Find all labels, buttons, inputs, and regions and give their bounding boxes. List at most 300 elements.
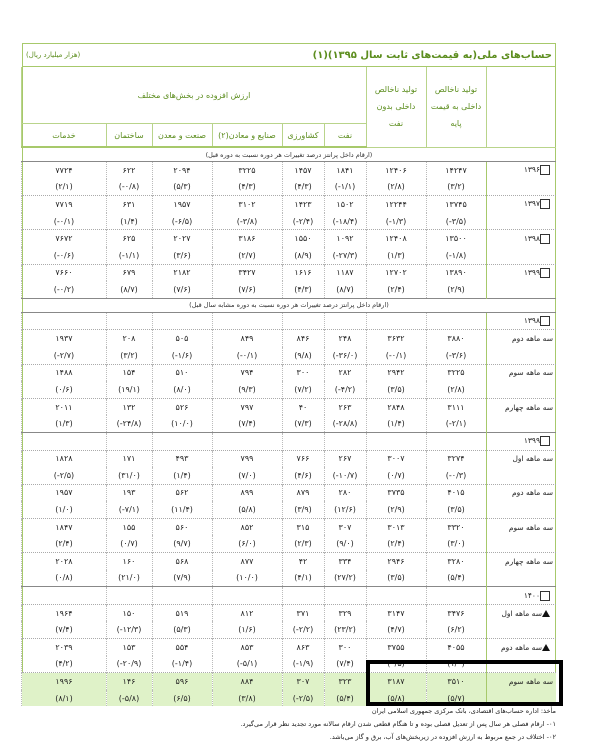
- gdp-non-oil-cell: ۳۰۱۳: [366, 518, 426, 535]
- industry-mining-sub-cell: ۵۵۴: [152, 639, 212, 656]
- services-cell: ۱۸۴۷: [22, 518, 106, 535]
- table-row: [22, 312, 556, 330]
- construction-cell: ۱۵۰: [106, 604, 152, 621]
- checkbox-icon[interactable]: [540, 268, 550, 278]
- table-row: [22, 518, 556, 535]
- construction-cell: (۲۱/۰): [106, 570, 152, 587]
- agriculture-cell: [282, 432, 324, 450]
- gdp-non-oil-cell: ۳۷۵۵: [366, 639, 426, 656]
- gdp-non-oil-cell: ۲۹۴۲: [366, 364, 426, 381]
- agriculture-header: کشاورزی: [282, 124, 324, 148]
- agriculture-cell: [282, 587, 324, 605]
- industry-mining-sub-cell: (۱۱/۴): [152, 501, 212, 518]
- oil-cell: ۲۶۷: [324, 450, 366, 467]
- services-cell: ۷۷۲۴: [22, 162, 106, 179]
- industry-mining-cell: (۳/۸): [212, 690, 282, 707]
- industry-mining-sub-cell: (۹/۷): [152, 535, 212, 552]
- gdp-basic-cell: ۱۳۸۹۰: [426, 264, 486, 281]
- footnote-source: مأخذ: اداره حساب‌های اقتصادی، بانک مرکزی جمهوری اسلامی ایران: [371, 707, 556, 715]
- gdp-non-oil-cell: ۱۲۲۴۴: [366, 196, 426, 213]
- table-row-percent: [22, 347, 556, 364]
- agriculture-cell: (۳/۹): [282, 501, 324, 518]
- row-label: [486, 570, 556, 587]
- footnote-2: ۰۲- اختلاف در جمع مربوط به ارزش افزوده در زیربخش‌های آب، برق و گاز می‌باشد.: [329, 733, 556, 741]
- value-added-header: ارزش افزوده در بخش‌های مختلف: [22, 67, 366, 124]
- gdp-basic-cell: ۳۴۷۶: [426, 604, 486, 621]
- industry-mining-sub-cell: ۵۶۲: [152, 484, 212, 501]
- industry-mining-cell: [212, 312, 282, 330]
- industry-mining-sub-cell: (۶/۵-): [152, 213, 212, 230]
- gdp-non-oil-cell: ۲۹۴۶: [366, 553, 426, 570]
- industry-mining-cell: ۷۹۷: [212, 398, 282, 415]
- oil-cell: (۵/۴): [324, 690, 366, 707]
- gdp-basic-cell: [426, 312, 486, 330]
- gdp-non-oil-cell: (۰/۵): [366, 656, 426, 673]
- gdp-basic-cell: ۳۵۱۰: [426, 673, 486, 690]
- annual-note-row: [22, 147, 556, 162]
- gdp-basic-cell: ۳۸۸۰: [426, 330, 486, 347]
- gdp-non-oil-cell: (۲/۸): [366, 179, 426, 196]
- agriculture-cell: ۳۰۷: [282, 673, 324, 690]
- row-label: [486, 501, 556, 518]
- oil-cell: (۲۳/۲): [324, 621, 366, 638]
- gdp-non-oil-cell: (۱/۴): [366, 415, 426, 432]
- construction-cell: (۲۴/۸-): [106, 415, 152, 432]
- row-label: [486, 247, 556, 264]
- industry-mining-sub-cell: ۵۲۶: [152, 398, 212, 415]
- row-label: [486, 230, 556, 247]
- gdp-non-oil-cell: (۰/۱-): [366, 347, 426, 364]
- construction-cell: ۶۲۵: [106, 230, 152, 247]
- table-row: [22, 450, 556, 467]
- construction-cell: ۱۶۰: [106, 553, 152, 570]
- row-label: [486, 518, 556, 535]
- oil-cell: (۱۰/۷-): [324, 467, 366, 484]
- oil-cell: ۲۸۲: [324, 364, 366, 381]
- gdp-basic-cell: (۲/۱-): [426, 415, 486, 432]
- industry-mining-sub-header: صنعت و معدن: [152, 124, 212, 148]
- gdp-basic-cell: (۱/۰): [426, 656, 486, 673]
- industry-mining-cell: ۷۹۹: [212, 450, 282, 467]
- gdp-basic-cell: ۳۳۲۰: [426, 518, 486, 535]
- construction-cell: (۸/۷): [106, 281, 152, 298]
- construction-cell: (۳/۲): [106, 347, 152, 364]
- row-label: [486, 467, 556, 484]
- annual-note: (ارقام داخل پرانتز درصد تغییرات هر دوره نسبت به دوره قبل): [22, 147, 556, 162]
- title-bar: [22, 43, 556, 67]
- oil-cell: ۲۴۸: [324, 330, 366, 347]
- row-label: [486, 364, 556, 381]
- agriculture-cell: (۴/۱): [282, 570, 324, 587]
- gdp-basic-cell: (۳/۲): [426, 179, 486, 196]
- construction-header: ساختمان: [106, 124, 152, 148]
- table-row: [22, 162, 556, 179]
- oil-cell: ۲۶۳: [324, 398, 366, 415]
- table-row: [22, 432, 556, 450]
- services-cell: ۱۸۲۸: [22, 450, 106, 467]
- row-label: [486, 179, 556, 196]
- services-cell: (۰/۶): [22, 381, 106, 398]
- construction-cell: ۱۴۶: [106, 673, 152, 690]
- construction-cell: ۶۳۱: [106, 196, 152, 213]
- industry-mining-sub-cell: ۲۰۲۷: [152, 230, 212, 247]
- agriculture-cell: (۲/۲-): [282, 621, 324, 638]
- services-cell: ۱۹۵۷: [22, 484, 106, 501]
- oil-cell: ۱۸۴۱: [324, 162, 366, 179]
- row-label-text: سه ماهه سوم: [508, 522, 553, 532]
- agriculture-cell: [282, 312, 324, 330]
- agriculture-cell: (۴/۳): [282, 179, 324, 196]
- gdp-non-oil-cell: ۳۱۸۷: [366, 673, 426, 690]
- agriculture-cell: (۹/۸): [282, 347, 324, 364]
- industry-mining-cell: ۸۵۲: [212, 518, 282, 535]
- gdp-non-oil-cell: ۳۱۴۷: [366, 604, 426, 621]
- row-label-text: ۱۳۹۹: [523, 436, 540, 446]
- services-cell: (۱/۳): [22, 415, 106, 432]
- checkbox-icon[interactable]: [540, 591, 550, 601]
- industry-mining-sub-cell: (۱۰/۰): [152, 415, 212, 432]
- construction-cell: (۰/۸-): [106, 179, 152, 196]
- agriculture-cell: (۴/۳): [282, 281, 324, 298]
- checkbox-icon[interactable]: [540, 199, 550, 209]
- row-label: [486, 347, 556, 364]
- industry-mining-sub-cell: [152, 587, 212, 605]
- gdp-basic-cell: ۴۰۵۵: [426, 639, 486, 656]
- row-label: [486, 330, 556, 347]
- row-label: [486, 639, 556, 656]
- services-cell: (۴/۲): [22, 656, 106, 673]
- agriculture-cell: (۸/۹): [282, 247, 324, 264]
- table-row: [22, 230, 556, 247]
- services-cell: (۰/۲-): [22, 281, 106, 298]
- table-row-percent: [22, 621, 556, 638]
- industry-mining-cell: (۴/۳): [212, 179, 282, 196]
- row-label-text: سه ماهه سوم: [508, 368, 553, 378]
- industry-mining-sub-cell: ۵۰۵: [152, 330, 212, 347]
- gdp-basic-cell: ۳۲۸۰: [426, 553, 486, 570]
- construction-cell: (۱۹/۱): [106, 381, 152, 398]
- oil-cell: (۱/۱-): [324, 179, 366, 196]
- gdp-basic-cell: ۱۴۲۴۷: [426, 162, 486, 179]
- row-label-text: سه ماهه دوم: [512, 334, 553, 344]
- table-row-percent: [22, 381, 556, 398]
- gdp-non-oil-cell: (۲/۴): [366, 535, 426, 552]
- row-label: [486, 535, 556, 552]
- table-row-percent: [22, 535, 556, 552]
- oil-cell: (۳۶/۰-): [324, 347, 366, 364]
- industry-mining-cell: ۸۴۹: [212, 330, 282, 347]
- gdp-non-oil-cell: (۲/۹): [366, 501, 426, 518]
- construction-cell: (۰/۷): [106, 535, 152, 552]
- industry-mining-sub-cell: ۵۶۰: [152, 518, 212, 535]
- oil-cell: ۱۵۰۲: [324, 196, 366, 213]
- industry-mining-sub-cell: ۵۱۰: [152, 364, 212, 381]
- checkbox-icon[interactable]: [540, 436, 550, 446]
- gdp-basic-cell: [426, 432, 486, 450]
- gdp-basic-cell: [426, 587, 486, 605]
- row-label: [486, 553, 556, 570]
- table-row: [22, 196, 556, 213]
- table-row-percent: [22, 179, 556, 196]
- construction-cell: ۶۲۲: [106, 162, 152, 179]
- services-cell: (۰/۶-): [22, 247, 106, 264]
- row-label: [486, 415, 556, 432]
- oil-cell: ۳۰۷: [324, 518, 366, 535]
- services-cell: ۲۰۲۸: [22, 553, 106, 570]
- agriculture-cell: ۸۴۶: [282, 330, 324, 347]
- construction-cell: (۱/۴): [106, 213, 152, 230]
- table-row-percent: [22, 213, 556, 230]
- oil-cell: (۷/۴): [324, 656, 366, 673]
- gdp-non-oil-cell: (۳/۵): [366, 381, 426, 398]
- construction-cell: ۱۵۳: [106, 639, 152, 656]
- construction-cell: ۲۰۸: [106, 330, 152, 347]
- gdp-basic-cell: (۵/۷): [426, 690, 486, 707]
- gdp-basic-cell: (۳/۵-): [426, 213, 486, 230]
- table-row: [22, 587, 556, 605]
- services-cell: [22, 587, 106, 605]
- oil-cell: [324, 432, 366, 450]
- gdp-basic-cell: (۶/۲): [426, 621, 486, 638]
- row-label-text: سه ماهه چهارم: [505, 402, 553, 412]
- industry-mining-cell: (۷/۰): [212, 467, 282, 484]
- industry-mining-cell: ۸۱۲: [212, 604, 282, 621]
- construction-cell: ۱۵۵: [106, 518, 152, 535]
- row-label: [486, 312, 556, 330]
- agriculture-cell: ۸۷۹: [282, 484, 324, 501]
- industry-mining-cell: (۳/۸-): [212, 213, 282, 230]
- construction-cell: ۱۳۲: [106, 398, 152, 415]
- industry-mining-sub-cell: (۳/۶): [152, 247, 212, 264]
- industry-mining-sub-cell: ۴۹۳: [152, 450, 212, 467]
- oil-cell: ۳۲۳: [324, 673, 366, 690]
- industry-mining-cell: ۸۸۴: [212, 673, 282, 690]
- industry-mining-sub-cell: ۱۹۵۷: [152, 196, 212, 213]
- table-row-percent: [22, 501, 556, 518]
- gdp-non-oil-cell: (۵/۸): [366, 690, 426, 707]
- industry-mining-sub-cell: (۷/۶): [152, 281, 212, 298]
- services-cell: [22, 312, 106, 330]
- national-accounts-table: [21, 67, 556, 706]
- services-cell: (۰/۸): [22, 570, 106, 587]
- gdp-non-oil-cell: [366, 432, 426, 450]
- gdp-non-oil-cell: (۳/۵): [366, 570, 426, 587]
- row-label-text: سه ماهه سوم: [508, 677, 553, 687]
- services-cell: ۷۶۶۰: [22, 264, 106, 281]
- agriculture-cell: (۲/۳): [282, 535, 324, 552]
- industry-mining-cell: (۰/۱-): [212, 347, 282, 364]
- period-header: [486, 67, 556, 147]
- industry-mining-sub-cell: [152, 312, 212, 330]
- gdp-basic-cell: (۳/۰): [426, 535, 486, 552]
- oil-cell: ۳۲۹: [324, 604, 366, 621]
- oil-cell: (۲۸/۸-): [324, 415, 366, 432]
- oil-header: نفت: [324, 124, 366, 148]
- services-cell: ۲۰۱۱: [22, 398, 106, 415]
- industry-mining-sub-cell: (۱/۶-): [152, 347, 212, 364]
- triangle-icon: [542, 644, 550, 651]
- services-cell: (۰/۱-): [22, 213, 106, 230]
- highlight-frame: [366, 660, 563, 706]
- agriculture-cell: ۸۶۳: [282, 639, 324, 656]
- industry-mining-sub-cell: ۵۱۹: [152, 604, 212, 621]
- industry-mining-cell: (۵/۱-): [212, 656, 282, 673]
- agriculture-cell: ۱۵۵۰: [282, 230, 324, 247]
- row-label-text: ۱۳۹۹: [523, 267, 540, 277]
- row-label-text: ۱۳۹۷: [523, 199, 540, 209]
- oil-cell: (۴/۲-): [324, 381, 366, 398]
- row-label: [486, 621, 556, 638]
- checkbox-icon[interactable]: [540, 165, 550, 175]
- gdp-basic-cell: ۱۳۷۴۵: [426, 196, 486, 213]
- footnote-1: ۰۱- ارقام فصلی هر سال پس از تعدیل فصلی بوده و تا هنگام قطعی شدن ارقام سالانه مورد تجدید نظر قرار می‌گیرد.: [240, 720, 556, 728]
- construction-cell: (۵/۸-): [106, 690, 152, 707]
- industry-mining-cell: (۱۰/۰): [212, 570, 282, 587]
- gdp-basic-cell: (۵/۴): [426, 570, 486, 587]
- industry-mining-cell: ۸۵۳: [212, 639, 282, 656]
- services-cell: [22, 432, 106, 450]
- construction-cell: ۱۷۱: [106, 450, 152, 467]
- services-header: خدمات: [22, 124, 106, 148]
- row-label: [486, 196, 556, 213]
- industry-mining-cell: ۸۷۷: [212, 553, 282, 570]
- gdp-non-oil-cell: ۳۷۳۵: [366, 484, 426, 501]
- industry-mining-sub-cell: (۷/۹): [152, 570, 212, 587]
- industry-mining-cell: (۵/۸): [212, 501, 282, 518]
- table-body: [22, 147, 556, 706]
- gdp-non-oil-cell: [366, 587, 426, 605]
- services-cell: (۸/۱): [22, 690, 106, 707]
- industry-mining-sub-cell: (۵/۳): [152, 621, 212, 638]
- gdp-basic-cell: (۱/۸-): [426, 247, 486, 264]
- gdp-non-oil-cell: ۱۲۴۰۸: [366, 230, 426, 247]
- row-label: [486, 587, 556, 605]
- row-label-text: ۱۳۹۸: [523, 316, 540, 326]
- construction-cell: ۶۷۹: [106, 264, 152, 281]
- row-label: [486, 264, 556, 281]
- oil-cell: [324, 587, 366, 605]
- gdp-non-oil-cell: ۳۰۰۷: [366, 450, 426, 467]
- agriculture-cell: (۱/۹-): [282, 656, 324, 673]
- table-row-percent: [22, 467, 556, 484]
- gdp-non-oil-cell: ۳۶۳۲: [366, 330, 426, 347]
- industry-mining-sub-cell: (۱/۴): [152, 467, 212, 484]
- table-row-percent: [22, 247, 556, 264]
- construction-cell: (۳۱/۰): [106, 467, 152, 484]
- services-cell: (۱/۰): [22, 501, 106, 518]
- table-row-percent: [22, 570, 556, 587]
- checkbox-icon[interactable]: [540, 234, 550, 244]
- oil-cell: ۳۰۰: [324, 639, 366, 656]
- services-cell: (۲/۴): [22, 535, 106, 552]
- page-title: حساب‌های ملی(به قیمت‌های ثابت سال ۱۳۹۵)(۱): [312, 49, 552, 61]
- services-cell: (۲/۵-): [22, 467, 106, 484]
- services-cell: (۲/۱): [22, 179, 106, 196]
- industry-mining-header: صنایع و معادن(۲): [212, 124, 282, 148]
- row-label: [486, 281, 556, 298]
- oil-cell: (۱۲/۶): [324, 501, 366, 518]
- seasonal-note: (ارقام داخل پرانتز درصد تغییرات هر دوره نسبت به دوره مشابه سال قبل): [22, 298, 556, 312]
- services-cell: ۷۷۱۹: [22, 196, 106, 213]
- row-label-text: ۱۳۹۸: [523, 233, 540, 243]
- gdp-basic-cell: (۲/۸): [426, 381, 486, 398]
- gdp-non-oil-cell: ۱۲۷۰۲: [366, 264, 426, 281]
- gdp-basic-cell: (۲/۹): [426, 281, 486, 298]
- construction-cell: ۱۵۴: [106, 364, 152, 381]
- industry-mining-cell: ۳۴۲۷: [212, 264, 282, 281]
- industry-mining-cell: ۳۲۲۵: [212, 162, 282, 179]
- gdp-non-oil-header: تولید ناخالص داخلی بدون نفت: [366, 67, 426, 147]
- construction-cell: (۷/۱-): [106, 501, 152, 518]
- industry-mining-cell: (۲/۷): [212, 247, 282, 264]
- row-label: [486, 162, 556, 179]
- construction-cell: [106, 312, 152, 330]
- seasonal-note-row: [22, 298, 556, 312]
- services-cell: ۲۰۳۹: [22, 639, 106, 656]
- gdp-basic-cell: (۰/۳-): [426, 467, 486, 484]
- industry-mining-sub-cell: (۶/۵): [152, 690, 212, 707]
- table-row: [22, 330, 556, 347]
- row-label-text: ۱۳۹۶: [523, 165, 540, 175]
- industry-mining-cell: (۶/۰): [212, 535, 282, 552]
- row-label-text: سه ماهه اول: [501, 608, 542, 618]
- table-row: [22, 484, 556, 501]
- agriculture-cell: (۷/۳): [282, 415, 324, 432]
- oil-cell: ۱۱۸۷: [324, 264, 366, 281]
- table-row: [22, 604, 556, 621]
- agriculture-cell: (۷/۲): [282, 381, 324, 398]
- table-row: [22, 364, 556, 381]
- industry-mining-cell: ۳۱۰۲: [212, 196, 282, 213]
- triangle-icon: [542, 610, 550, 617]
- industry-mining-cell: (۱/۶): [212, 621, 282, 638]
- agriculture-cell: ۴۰: [282, 398, 324, 415]
- services-cell: ۷۶۷۲: [22, 230, 106, 247]
- construction-cell: (۱/۱-): [106, 247, 152, 264]
- agriculture-cell: ۱۴۲۳: [282, 196, 324, 213]
- gdp-basic-cell: (۳/۶-): [426, 347, 486, 364]
- oil-cell: (۲۷/۳-): [324, 247, 366, 264]
- gdp-basic-cell: ۳۱۱۱: [426, 398, 486, 415]
- table-row: [22, 553, 556, 570]
- agriculture-cell: ۱۶۱۶: [282, 264, 324, 281]
- agriculture-cell: ۷۶۶: [282, 450, 324, 467]
- construction-cell: (۱۲/۳-): [106, 621, 152, 638]
- services-cell: ۱۴۸۸: [22, 364, 106, 381]
- row-label: [486, 604, 556, 621]
- services-cell: ۱۹۶۴: [22, 604, 106, 621]
- gdp-basic-cell: ۳۲۲۵: [426, 364, 486, 381]
- industry-mining-cell: (۷/۶): [212, 281, 282, 298]
- agriculture-cell: ۳۰۰: [282, 364, 324, 381]
- gdp-non-oil-cell: (۴/۷): [366, 621, 426, 638]
- row-label: [486, 432, 556, 450]
- oil-cell: (۸/۷): [324, 281, 366, 298]
- industry-mining-sub-cell: [152, 432, 212, 450]
- oil-cell: ۱۰۹۲: [324, 230, 366, 247]
- row-label-text: سه ماهه اول: [512, 454, 553, 464]
- checkbox-icon[interactable]: [540, 316, 550, 326]
- services-cell: (۷/۴): [22, 621, 106, 638]
- gdp-non-oil-cell: ۲۸۴۸: [366, 398, 426, 415]
- gdp-non-oil-cell: [366, 312, 426, 330]
- agriculture-cell: (۲/۴-): [282, 213, 324, 230]
- construction-cell: [106, 587, 152, 605]
- oil-cell: (۲۷/۲): [324, 570, 366, 587]
- industry-mining-cell: (۷/۴): [212, 415, 282, 432]
- row-label: [486, 398, 556, 415]
- industry-mining-sub-cell: (۵/۳): [152, 179, 212, 196]
